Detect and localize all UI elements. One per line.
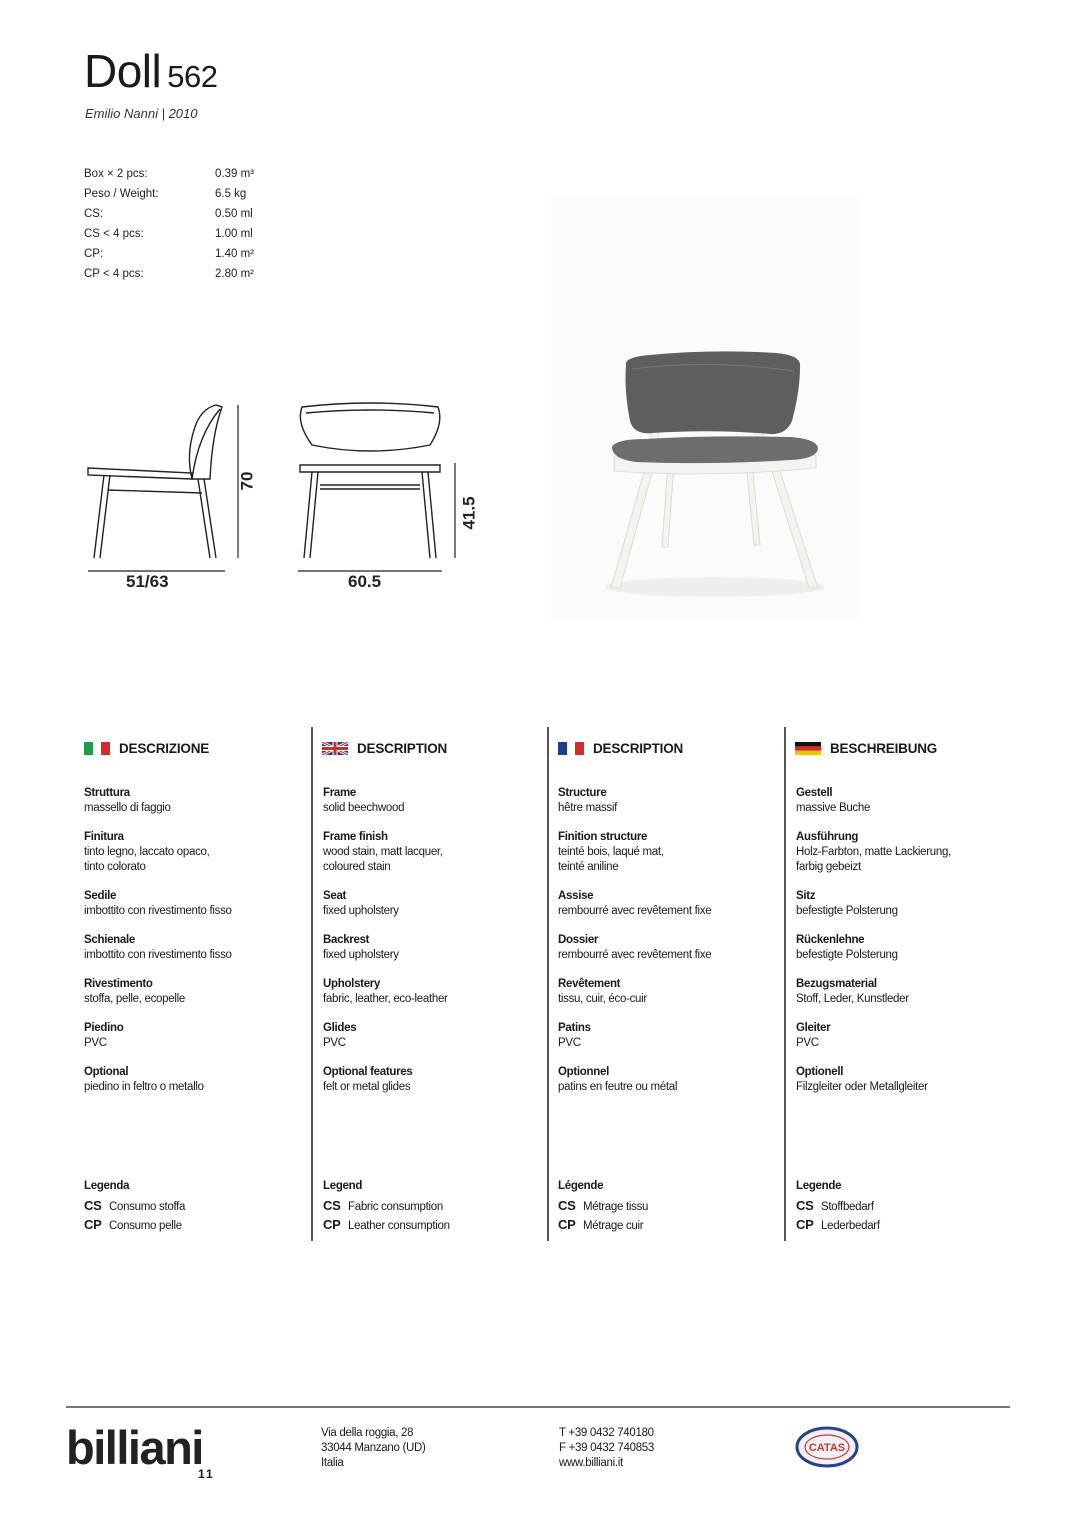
legend-text: Consumo pelle (109, 1220, 182, 1232)
product-name: Doll (84, 45, 162, 97)
legend-code: CS (84, 1198, 102, 1213)
list-item (796, 786, 951, 816)
spec-value: 2.80 m² (215, 268, 254, 280)
spec-table (84, 164, 254, 284)
list-item (558, 1021, 711, 1051)
description-column-it (84, 727, 320, 1241)
footer-divider (66, 1406, 1010, 1408)
legend (558, 1177, 648, 1235)
item-value: tissu, cuir, éco-cuir (558, 993, 647, 1005)
website-link[interactable]: www.billiani.it (559, 1457, 623, 1469)
address-line: Italia (321, 1457, 344, 1469)
item-label: Optional features (323, 1066, 413, 1078)
catas-certification-icon (794, 1425, 860, 1469)
item-value: Filzgleiter oder Metallgleiter (796, 1081, 928, 1093)
german-flag-icon (795, 742, 821, 755)
list-item (323, 1021, 448, 1051)
italian-flag-icon (84, 742, 110, 755)
item-value: massive Buche (796, 802, 871, 814)
seat-height-dimension: 41.5 (459, 496, 479, 530)
item-value: fixed upholstery (323, 949, 399, 961)
item-label: Gleiter (796, 1022, 831, 1034)
chair-line-drawings (80, 395, 490, 600)
item-label: Frame finish (323, 831, 388, 843)
list-item (84, 977, 232, 1007)
item-value: imbottito con rivestimento fisso (84, 949, 232, 961)
description-list (558, 786, 711, 1109)
list-item (323, 1065, 448, 1095)
spec-row (84, 164, 254, 184)
spec-value: 1.00 ml (215, 228, 253, 240)
item-label: Optional (84, 1066, 129, 1078)
list-item (84, 830, 232, 875)
list-item (558, 830, 711, 875)
item-value: fabric, leather, eco-leather (323, 993, 448, 1005)
legend-row-cs (323, 1197, 450, 1216)
spec-value: 6.5 kg (215, 188, 247, 200)
item-value: solid beechwood (323, 802, 405, 814)
brand-logo: billiani (66, 1421, 203, 1474)
item-value: teinté bois, laqué mat, teinté aniline (558, 846, 664, 873)
product-code: 562 (167, 59, 218, 94)
list-item (323, 786, 448, 816)
item-label: Dossier (558, 934, 599, 946)
legend-title: Legende (796, 1180, 842, 1192)
legend-code: CS (323, 1198, 341, 1213)
chair-side-view (88, 405, 222, 558)
item-label: Structure (558, 787, 607, 799)
fax-number: F +39 0432 740853 (559, 1442, 654, 1454)
list-item (323, 830, 448, 875)
description-column-de (784, 727, 1020, 1241)
item-label: Bezugsmaterial (796, 978, 877, 990)
spec-row (84, 184, 254, 204)
item-label: Revêtement (558, 978, 621, 990)
column-title: DESCRIZIONE (119, 741, 210, 756)
item-value: wood stain, matt lacquer, coloured stain (323, 846, 443, 873)
list-item (84, 1021, 232, 1051)
company-contact (559, 1426, 654, 1471)
legend-row-cp (323, 1216, 450, 1235)
item-value: felt or metal glides (323, 1081, 411, 1093)
spec-label: CS < 4 pcs: (84, 228, 144, 240)
spec-row (84, 224, 254, 244)
french-flag-icon (558, 742, 584, 755)
address-line: Via della roggia, 28 (321, 1427, 414, 1439)
item-label: Rivestimento (84, 978, 153, 990)
spec-label: CS: (84, 208, 104, 220)
list-item (558, 933, 711, 963)
spec-value: 0.50 ml (215, 208, 253, 220)
item-value: rembourré avec revêtement fixe (558, 905, 712, 917)
uk-flag-icon (322, 742, 348, 755)
item-label: Seat (323, 890, 347, 902)
list-item (558, 786, 711, 816)
item-value: PVC (84, 1037, 107, 1049)
legend-code: CP (323, 1217, 341, 1232)
list-item (558, 1065, 711, 1095)
legend-row-cp (796, 1216, 880, 1235)
spec-label: CP: (84, 248, 104, 260)
item-value: tinto legno, laccato opaco, tinto colorato (84, 846, 210, 873)
item-value: patins en feutre ou métal (558, 1081, 678, 1093)
product-photo (550, 195, 860, 620)
legend-row-cs (84, 1197, 185, 1216)
list-item (323, 889, 448, 919)
item-label: Finitura (84, 831, 124, 843)
item-label: Assise (558, 890, 594, 902)
item-label: Optionnel (558, 1066, 609, 1078)
legend (84, 1177, 185, 1235)
item-value: PVC (558, 1037, 581, 1049)
item-label: Schienale (84, 934, 135, 946)
legend-text: Métrage cuir (583, 1220, 644, 1232)
list-item (84, 933, 232, 963)
legend-text: Stoffbedarf (821, 1201, 874, 1213)
address-line: 33044 Manzano (UD) (321, 1442, 426, 1454)
width-dimension: 60.5 (348, 572, 382, 591)
item-label: Ausführung (796, 831, 859, 843)
item-value: Holz-Farbton, matte Lackierung, farbig gebeizt (796, 846, 951, 873)
description-column-fr (547, 727, 783, 1241)
legend-text: Leather consumption (348, 1220, 450, 1232)
list-item (796, 830, 951, 875)
item-label: Rückenlehne (796, 934, 865, 946)
list-item (796, 1065, 951, 1095)
spec-row (84, 264, 254, 284)
item-label: Gestell (796, 787, 833, 799)
item-value: hêtre massif (558, 802, 618, 814)
list-item (323, 933, 448, 963)
list-item (796, 889, 951, 919)
spec-label: CP < 4 pcs: (84, 268, 144, 280)
description-list (796, 786, 951, 1109)
legend-code: CS (796, 1198, 814, 1213)
column-title: DESCRIPTION (593, 741, 684, 756)
column-header (84, 741, 209, 756)
item-label: Frame (323, 787, 357, 799)
column-header (558, 741, 683, 756)
list-item (84, 1065, 232, 1095)
list-item (796, 977, 951, 1007)
product-title (84, 45, 218, 97)
legend-row-cs (796, 1197, 880, 1216)
item-label: Piedino (84, 1022, 124, 1034)
legend-code: CP (796, 1217, 814, 1232)
item-label: Struttura (84, 787, 130, 799)
legend-row-cp (558, 1216, 648, 1235)
list-item (84, 889, 232, 919)
legend-row-cs (558, 1197, 648, 1216)
chair-photo-illustration (550, 195, 860, 620)
legend-text: Consumo stoffa (109, 1201, 186, 1213)
legend-text: Métrage tissu (583, 1201, 649, 1213)
page-number: 11 (198, 1467, 215, 1481)
chair-front-view (300, 403, 440, 558)
technical-drawings (80, 395, 490, 600)
column-header (322, 741, 447, 756)
legend-row-cp (84, 1216, 185, 1235)
item-value: rembourré avec revêtement fixe (558, 949, 712, 961)
item-value: piedino in feltro o metallo (84, 1081, 204, 1093)
item-label: Sitz (796, 890, 816, 902)
list-item (84, 786, 232, 816)
legend-title: Légende (558, 1180, 604, 1192)
column-header (795, 741, 937, 756)
height-dimension: 70 (237, 471, 257, 491)
item-value: PVC (323, 1037, 346, 1049)
spec-label: Peso / Weight: (84, 188, 159, 200)
spec-value: 0.39 m³ (215, 168, 254, 180)
description-column-en (311, 727, 547, 1241)
item-value: imbottito con rivestimento fisso (84, 905, 232, 917)
item-value: befestigte Polsterung (796, 905, 898, 917)
item-value: PVC (796, 1037, 819, 1049)
list-item (558, 889, 711, 919)
designer-line: Emilio Nanni | 2010 (85, 106, 198, 121)
list-item (796, 933, 951, 963)
legend-code: CS (558, 1198, 576, 1213)
list-item (796, 1021, 951, 1051)
description-list (84, 786, 232, 1109)
spec-value: 1.40 m² (215, 248, 254, 260)
column-title: DESCRIPTION (357, 741, 448, 756)
depth-dimension: 51/63 (126, 572, 169, 591)
spec-row (84, 204, 254, 224)
legend-title: Legenda (84, 1180, 130, 1192)
legend (796, 1177, 880, 1235)
list-item (558, 977, 711, 1007)
phone-number: T +39 0432 740180 (559, 1427, 654, 1439)
column-title: BESCHREIBUNG (830, 741, 938, 756)
legend-code: CP (558, 1217, 576, 1232)
item-label: Patins (558, 1022, 591, 1034)
list-item (323, 977, 448, 1007)
legend-title: Legend (323, 1180, 363, 1192)
item-value: massello di faggio (84, 802, 171, 814)
legend-text: Fabric consumption (348, 1201, 443, 1213)
item-label: Upholstery (323, 978, 381, 990)
company-address (321, 1426, 426, 1471)
item-value: stoffa, pelle, ecopelle (84, 993, 185, 1005)
item-label: Optionell (796, 1066, 844, 1078)
spec-row (84, 244, 254, 264)
item-label: Sedile (84, 890, 117, 902)
item-value: Stoff, Leder, Kunstleder (796, 993, 909, 1005)
item-value: befestigte Polsterung (796, 949, 898, 961)
cert-label: CATAS (808, 1442, 846, 1454)
legend-text: Lederbedarf (821, 1220, 880, 1232)
item-label: Finition structure (558, 831, 648, 843)
description-list (323, 786, 448, 1109)
legend (323, 1177, 450, 1235)
spec-label: Box × 2 pcs: (84, 168, 148, 180)
item-value: fixed upholstery (323, 905, 399, 917)
legend-code: CP (84, 1217, 102, 1232)
item-label: Backrest (323, 934, 370, 946)
item-label: Glides (323, 1022, 357, 1034)
